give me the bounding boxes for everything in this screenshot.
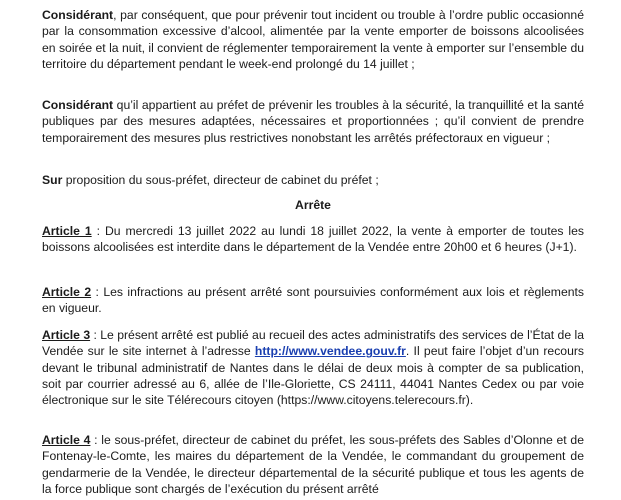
article-1 — [42, 223, 584, 256]
decree-heading: Arrête — [295, 198, 331, 212]
article-4 — [42, 432, 584, 497]
article-text: : le sous-préfet, directeur de cabinet du préfet, les sous-préfets des Sables d’Olonne et de Fontenay-le-Comte, les maires du département de la Vendée, le commandant du groupement de gendarmerie de la Vendée, le directeur départemental de la sécurité publique et tous les agents de la force publique sont chargés de l’exécution du présent arrêté — [42, 433, 584, 496]
article-3 — [42, 327, 584, 408]
article-label: Article 1 — [42, 224, 92, 238]
considerant-paragraph-2 — [42, 97, 584, 146]
considerant-keyword: Considérant — [42, 8, 114, 22]
proposal-text: proposition du sous-préfet, directeur de cabinet du préfet ; — [62, 173, 379, 187]
considerant-keyword: Considérant — [42, 98, 114, 112]
proposal-keyword: Sur — [42, 173, 63, 187]
article-2 — [42, 284, 584, 317]
considerant-text: , par conséquent, que pour prévenir tout incident ou trouble à l’ordre public occasionné par la consommation excessive d’alcool, alimentée par la vente emporter de boissons alcoolisées en soirée et la nuit, il convient de réglementer temporairement la vente à emporter sur l’ensemble du territoire du département pendant le week-end prolongé du 14 juillet ; — [42, 8, 584, 71]
article-text: : Le présent arrêté est publié au recueil des actes administratifs des services de l’État de la Vendée sur le site internet à l’adresse — [42, 328, 584, 359]
article-text: : Du mercredi 13 juillet 2022 au lundi 18 juillet 2022, la vente à emporter de toutes les boissons alcoolisées est interdite dans le département de la Vendée entre 20h00 et 6 heures (J+1). — [42, 224, 584, 255]
proposal-paragraph — [42, 172, 584, 188]
article-label: Article 4 — [42, 433, 91, 447]
considerant-text: qu’il appartient au préfet de prévenir les troubles à la sécurité, la tranquillité et la santé publiques par des mesures adaptées, nécessaires et proportionnées ; qu’il convient de prendre temporairement des mesures plus restrictives nonobstant les arrêtés préfectoraux en vigueur ; — [42, 98, 584, 145]
article-text: : Les infractions au présent arrêté sont poursuivies conformément aux lois et règlements en vigueur. — [42, 285, 584, 316]
article-text-continued: . Il peut faire l’objet d’un recours devant le tribunal administratif de Nantes dans le délai de deux mois à compter de sa publication, soit par courrier adressé au 6, allée de l’Ile-Gloriette, CS 24111, 44041 Nantes Cedex ou par voie électronique sur le site Télérecours citoyen (https://www.citoyens.telerecours.fr). — [42, 344, 584, 408]
article-label: Article 3 — [42, 328, 91, 342]
article-label: Article 2 — [42, 285, 92, 299]
considerant-paragraph-1 — [42, 7, 584, 72]
prefecture-website-link[interactable]: http://www.vendee.gouv.fr — [254, 344, 406, 359]
